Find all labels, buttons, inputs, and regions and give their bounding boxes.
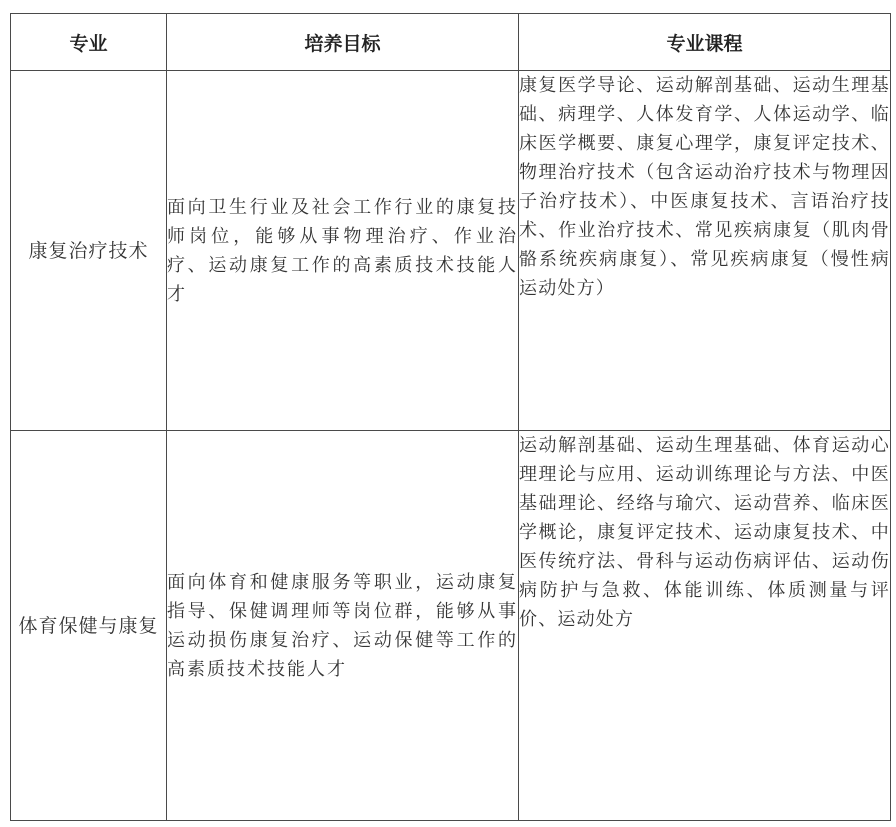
major-cell: 体育保健与康复	[11, 431, 167, 821]
courses-cell: 康复医学导论、运动解剖基础、运动生理基础、病理学、人体发育学、人体运动学、临床医学概要、康复心理学，康复评定技术、物理治疗技术（包含运动治疗技术与物理因子治疗技术）、中医康复技术、言语治疗技术、作业治疗技术、常见疾病康复（肌肉骨骼系统疾病康复）、常见疾病康复（慢性病运动处方）	[519, 71, 891, 431]
courses-cell: 运动解剖基础、运动生理基础、体育运动心理理论与应用、运动训练理论与方法、中医基础理论、经络与瑜穴、运动营养、临床医学概论，康复评定技术、运动康复技术、中医传统疗法、骨科与运动伤病评估、运动伤病防护与急救、体能训练、体质测量与评价、运动处方	[519, 431, 891, 821]
table-row	[11, 71, 891, 431]
table-row	[11, 431, 891, 821]
goal-cell: 面向体育和健康服务等职业，运动康复指导、保健调理师等岗位群，能够从事运动损伤康复治疗、运动保健等工作的高素质技术技能人才	[167, 431, 519, 821]
goal-cell: 面向卫生行业及社会工作行业的康复技师岗位，能够从事物理治疗、作业治疗、运动康复工作的高素质技术技能人才	[167, 71, 519, 431]
header-courses: 专业课程	[519, 14, 891, 71]
table-header-row	[11, 14, 891, 71]
major-cell: 康复治疗技术	[11, 71, 167, 431]
header-goal: 培养目标	[167, 14, 519, 71]
curriculum-table	[10, 13, 891, 821]
header-major: 专业	[11, 14, 167, 71]
